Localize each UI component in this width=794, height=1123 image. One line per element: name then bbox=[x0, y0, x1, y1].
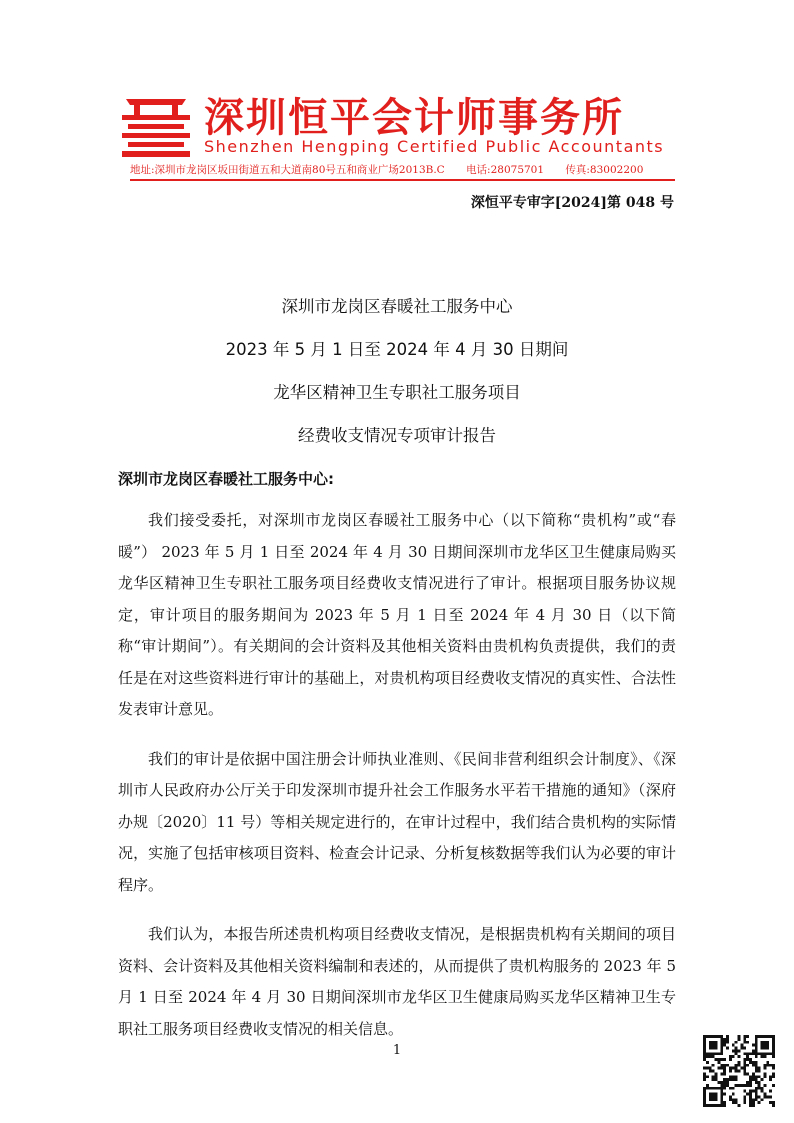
firm-address: 地址:深圳市龙岗区坂田街道五和大道南80号五和商业广场2013B.C bbox=[130, 164, 445, 176]
firm-name-english: Shenzhen Hengping Certified Public Accountants bbox=[204, 137, 665, 156]
qr-code-icon bbox=[703, 1035, 775, 1107]
firm-fax: 传真:83002200 bbox=[565, 164, 644, 176]
report-title bbox=[0, 292, 794, 464]
salutation: 深圳市龙岗区春暖社工服务中心: bbox=[118, 470, 335, 488]
title-line: 深圳市龙岗区春暖社工服务中心 bbox=[281, 297, 513, 316]
body-paragraph: 我们的审计是依据中国注册会计师执业准则、《民间非营利组织会计制度》、《深圳市人民政府办公厅关于印发深圳市提升社会工作服务水平若干措施的通知》（深府办规〔2020〕11 号）等相关规定进行的，在审计过程中，我们结合贵机构的实际情况，实施了包括审核项目资料、检查会计记录、分析复核数据等我们认为必要的审计程序。 bbox=[118, 749, 676, 894]
firm-address-line bbox=[130, 162, 675, 181]
title-line: 经费收支情况专项审计报告 bbox=[298, 426, 496, 445]
report-body bbox=[118, 505, 676, 1063]
letterhead bbox=[118, 95, 678, 180]
document-number: 深恒平专审字[2024]第 048 号 bbox=[470, 195, 674, 211]
body-paragraph: 我们接受委托，对深圳市龙岗区春暖社工服务中心（以下简称“贵机构”或“春暖”） 2023 年 5 月 1 日至 2024 年 4 月 30 日期间深圳市龙华区卫生健康局购买龙华区精神卫生专职社工服务项目经费收支情况进行了审计。根据项目服务协议规定，审计项目的服务期间为 2023 年 5 月 1 日至 2024 年 4 月 30 日（以下简称“审计期间”）。有关期间的会计资料及其他相关资料由贵机构负责提供，我们的责任是在对这些资料进行审计的基础上，对贵机构项目经费收支情况的真实性、合法性发表审计意见。 bbox=[118, 511, 676, 718]
body-paragraph: 我们认为，本报告所述贵机构项目经费收支情况，是根据贵机构有关期间的项目资料、会计资料及其他相关资料编制和表述的，从而提供了贵机构服务的 2023 年 5 月 1 日至 2024 年 4 月 30 日期间深圳市龙华区卫生健康局购买龙华区精神卫生专职社工服务项目经费收支情况的相关信息。 bbox=[118, 925, 676, 1038]
page-number: 1 bbox=[392, 1043, 402, 1058]
firm-logo-icon bbox=[120, 97, 192, 159]
firm-name: 深圳恒平会计师事务所 bbox=[204, 95, 624, 141]
firm-phone: 电话:28075701 bbox=[466, 164, 545, 176]
title-line: 龙华区精神卫生专职社工服务项目 bbox=[273, 383, 521, 402]
title-line: 2023 年 5 月 1 日至 2024 年 4 月 30 日期间 bbox=[225, 340, 569, 359]
